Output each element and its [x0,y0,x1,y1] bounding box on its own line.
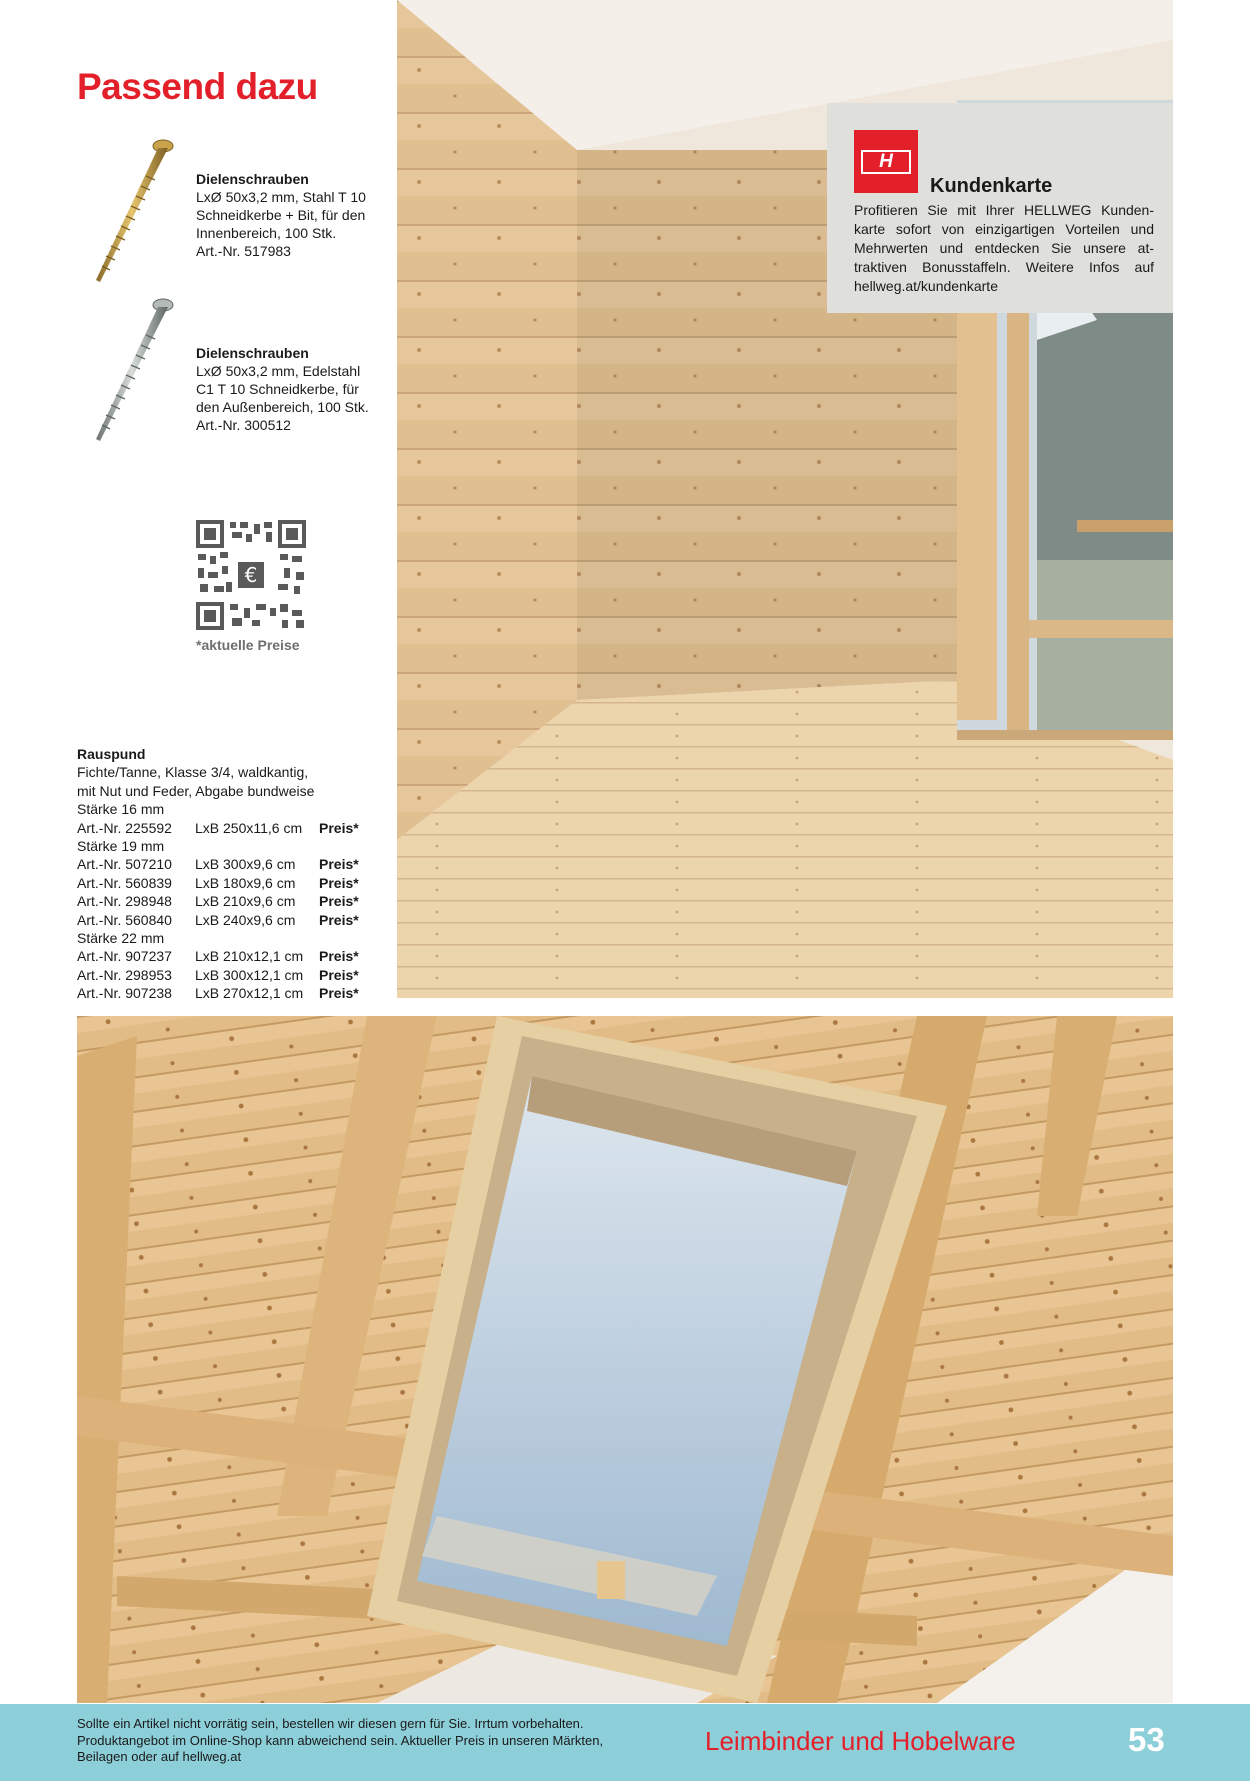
thickness-label: Stärke 19 mm [77,838,165,855]
card-text: Profitieren Sie mit Ihrer HELLWEG Kunden-karte sofort von einzigartigen Vorteilen und Mehrwerten und entdecken Sie unsere at-traktiven Bonusstaffeln. Weitere Infos auf hellweg.at/kundenkarte [854,202,1154,294]
page-number: 53 [1128,1721,1165,1758]
product-name: Dielenschrauben [196,171,309,187]
product-line: LxØ 50x3,2 mm, Edelstahl [196,363,361,379]
price: Preis* [319,893,359,910]
wood-screw-gold-image [86,136,182,286]
article-number: Art.-Nr. 225592 [77,819,172,836]
page-heading: Passend dazu [77,66,318,107]
product-line: LxØ 50x3,2 mm, Stahl T 10 [196,189,366,205]
dimension: LxB 270x12,1 cm [195,985,304,1002]
table-row [77,966,359,984]
euro-icon: € [244,563,258,587]
product-line: Schneidkerbe + Bit, für den [196,207,366,223]
price: Preis* [319,856,359,873]
rauspund-price-list [77,745,359,1003]
disclaimer-line: Sollte ein Artikel nicht vorrätig sein, bestellen wir diesen gern für Sie. Irrtum vorbehalten. [77,1716,584,1731]
table-row [77,947,359,965]
rauspund-title: Rauspund [77,746,146,762]
table-row [77,892,359,910]
article-number: Art.-Nr. 907238 [77,985,172,1002]
price: Preis* [319,911,359,928]
hellweg-logo-letter: H [861,150,911,174]
thickness-label: Stärke 22 mm [77,930,165,947]
article-number: Art.-Nr. 507210 [77,856,172,873]
section-title: Leimbinder und Hobelware [705,1726,1016,1756]
product-name: Dielenschrauben [196,345,309,361]
dimension: LxB 240x9,6 cm [195,911,296,928]
rauspund-description: Fichte/Tanne, Klasse 3/4, waldkantig, [77,764,309,781]
product-line: den Außenbereich, 100 Stk. [196,399,369,415]
article-number: Art.-Nr. 560840 [77,911,172,928]
dimension: LxB 210x12,1 cm [195,948,304,965]
product-screws-outdoor [196,344,396,434]
qr-note: *aktuelle Preise [196,637,300,653]
product-screws-indoor [196,170,396,260]
page-footer [0,1704,1250,1781]
thickness-label: Stärke 16 mm [77,801,165,818]
dimension: LxB 180x9,6 cm [195,874,296,891]
table-row [77,819,359,837]
product-article-number: Art.-Nr. 300512 [196,417,291,433]
roof-window-photo [77,1016,1173,1703]
dimension: LxB 300x12,1 cm [195,966,304,983]
article-number: Art.-Nr. 298953 [77,966,172,983]
card-title: Kundenkarte [930,175,1053,197]
dimension: LxB 250x11,6 cm [195,819,303,836]
wood-screw-steel-image [86,295,182,445]
customer-card-box[interactable] [827,103,1173,313]
table-row [77,984,359,1002]
qr-code[interactable] [196,520,306,630]
price: Preis* [319,874,359,891]
article-number: Art.-Nr. 298948 [77,893,172,910]
product-article-number: Art.-Nr. 517983 [196,243,291,259]
price: Preis* [319,948,359,965]
disclaimer-line: Produktangebot im Online-Shop kann abweichend sein. Aktueller Preis in unseren Märkten, [77,1732,604,1748]
hellweg-logo [854,130,918,193]
price: Preis* [319,985,359,1002]
product-line: C1 T 10 Schneidkerbe, für [196,381,359,397]
table-row [77,911,359,929]
article-number: Art.-Nr. 907237 [77,948,172,965]
rauspund-description: mit Nut und Feder, Abgabe bundweise [77,782,315,799]
price: Preis* [319,966,359,983]
product-line: Innenbereich, 100 Stk. [196,225,337,241]
table-row [77,874,359,892]
dimension: LxB 300x9,6 cm [195,856,296,873]
footer-disclaimer [77,1716,677,1766]
disclaimer-line: Beilagen oder auf hellweg.at [77,1749,242,1764]
dimension: LxB 210x9,6 cm [195,893,296,910]
table-row [77,855,359,873]
price: Preis* [319,819,359,836]
article-number: Art.-Nr. 560839 [77,874,172,891]
